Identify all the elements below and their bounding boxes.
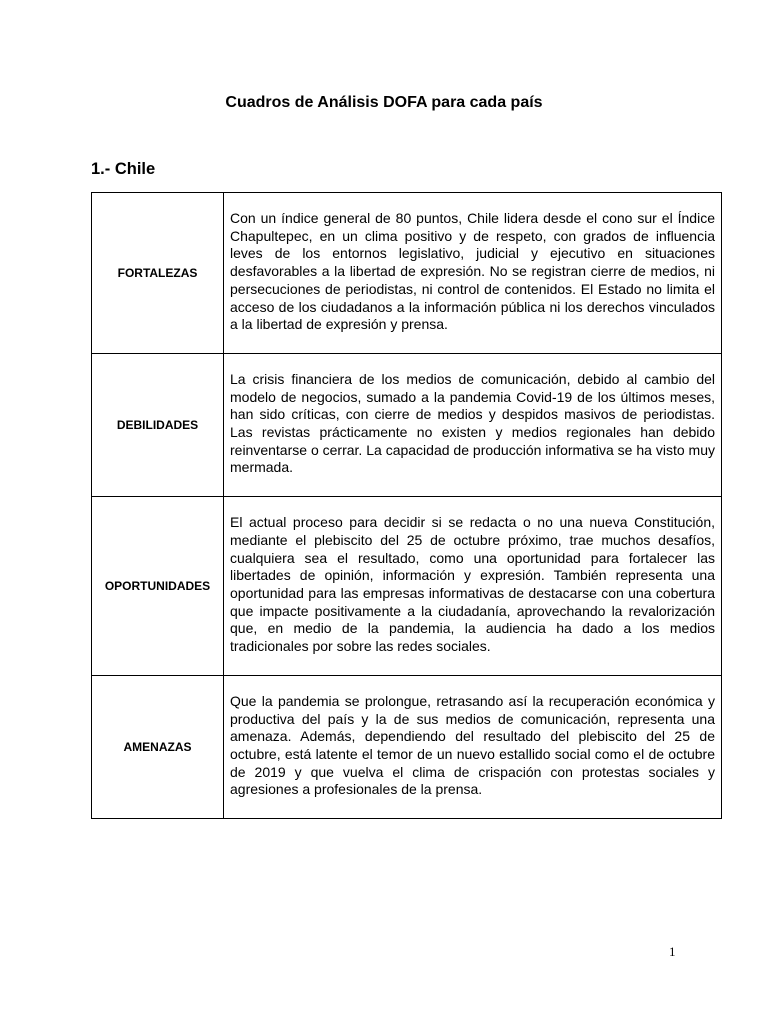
row-text-content: El actual proceso para decidir si se redacta o no una nueva Constitución, mediante el plebiscito del 25 de octubre próximo, trae muchos desafíos, cualquiera sea el resultado, como una oportunidad para fortalecer las libertades de opinión, información y expresión. También representa una oportunidad para las empresas informativas de destacarse con una cobertura que impacte positivamente a la ciudadanía, aprovechando la revalorización que, en medio de la pandemia, la audiencia ha dado a los medios tradicionales por sobre las redes sociales. xyxy=(230,514,715,655)
row-text xyxy=(224,497,722,676)
dofa-row-debilidades xyxy=(92,354,722,497)
row-label: AMENAZAS xyxy=(92,676,224,819)
row-text xyxy=(224,676,722,819)
row-text-content: La crisis financiera de los medios de comunicación, debido al cambio del modelo de negocios, sumado a la pandemia Covid-19 de los últimos meses, han sido críticas, con cierre de medios y despidos masivos de periodistas. Las revistas prácticamente no existen y medios regionales han debido reinventarse o cerrar. La capacidad de producción informativa se ha visto muy mermada. xyxy=(230,370,715,476)
row-text xyxy=(224,193,722,354)
row-text xyxy=(224,354,722,497)
row-label: FORTALEZAS xyxy=(92,193,224,354)
row-label: DEBILIDADES xyxy=(92,354,224,497)
dofa-table xyxy=(91,192,722,819)
dofa-row-amenazas xyxy=(92,676,722,819)
row-text-content: Con un índice general de 80 puntos, Chile lidera desde el cono sur el Índice Chapultepec, en un clima positivo y de respeto, con grados de influencia leves de los entornos legislativo, judicial y ejecutivo en situaciones desfavorables a la libertad de expresión. No se registran cierre de medios, ni persecuciones de periodistas, ni control de contenidos. El Estado no limita el acceso de los ciudadanos a la información pública ni los derechos vinculados a la libertad de expresión y prensa. xyxy=(230,210,715,333)
row-label: OPORTUNIDADES xyxy=(92,497,224,676)
section-heading: 1.- Chile xyxy=(91,160,156,178)
row-text-content: Que la pandemia se prolongue, retrasando así la recuperación económica y productiva del país y la de sus medios de comunicación, representa una amenaza. Además, dependiendo del resultado del plebiscito del 25 de octubre, está latente el temor de un nuevo estallido social como el de octubre de 2019 y que vuelva el clima de crispación con protestas sociales y agresiones a profesionales de la prensa. xyxy=(230,692,715,798)
dofa-row-oportunidades xyxy=(92,497,722,676)
document-title: Cuadros de Análisis DOFA para cada país xyxy=(225,94,543,111)
dofa-row-fortalezas xyxy=(92,193,722,354)
page-number: 1 xyxy=(669,944,676,959)
